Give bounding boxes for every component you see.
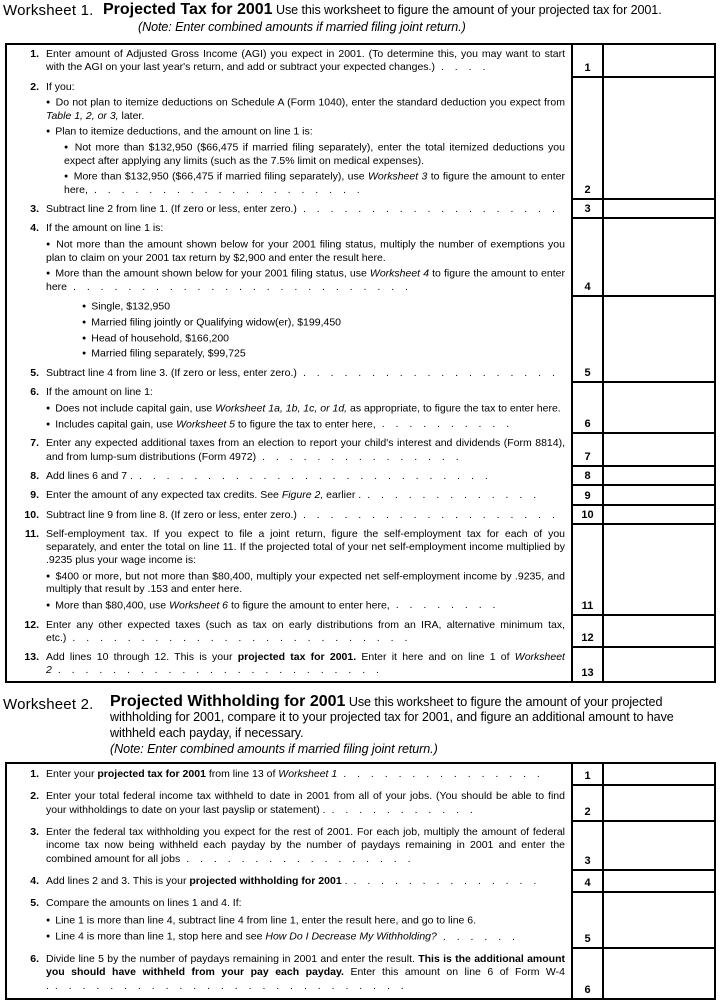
- line-item-number: 1.: [30, 48, 39, 61]
- dot-leader: . . . . . . . . . . .: [331, 803, 474, 816]
- text-segment: Line 1 is more than line 4, subtract line 4 from line 1, enter the result here, and go to line 6.: [55, 914, 477, 927]
- worksheet-paragraph: [15, 203, 565, 216]
- text-segment: Not more than $132,950 ($66,475 if married filing separately), enter the total itemized deductions you expect after applying any limits (such as the 7.5% limit on medical expenses).: [64, 141, 565, 167]
- text-segment: earlier .: [323, 489, 362, 502]
- worksheet2-line-3-entry-box[interactable]: [602, 822, 714, 871]
- dot-leader: . . . . . . . . . . . . . . . . . . .: [302, 508, 556, 521]
- worksheet2-line-2-entry-box[interactable]: [602, 786, 714, 822]
- text-segment: Enter the amount of any expected tax credits. See: [46, 489, 282, 502]
- text-segment: Worksheet 3: [367, 170, 428, 183]
- worksheet2-line-5-entry-box[interactable]: [602, 893, 714, 949]
- worksheet-paragraph: [15, 619, 565, 646]
- worksheet2-line-1-entry-box[interactable]: [602, 764, 714, 786]
- bullet-icon: ●: [82, 318, 87, 326]
- worksheet-paragraph: [15, 826, 565, 866]
- line-number: 1: [584, 770, 591, 783]
- worksheet1-intro: Use this worksheet to figure the amount of your projected tax for 2001.: [275, 3, 662, 17]
- worksheet-paragraph: [15, 914, 565, 928]
- line-number-cell: [571, 364, 602, 383]
- text-segment: Enter this amount on line 6 of Form W-4 .: [46, 966, 565, 992]
- worksheet1-line-9-entry-box[interactable]: [602, 486, 714, 505]
- worksheet1-label: Worksheet 1.: [3, 2, 94, 19]
- worksheet-paragraph: [15, 953, 565, 993]
- line-number-cell: [571, 467, 602, 486]
- bullet-icon: ●: [46, 240, 52, 248]
- worksheet1-line-12-entry-box[interactable]: [602, 616, 714, 649]
- line-number: 2: [584, 806, 591, 819]
- text-segment: Married filing jointly or Qualifying widow(er), $199,450: [91, 316, 342, 329]
- worksheet-line-text: [7, 506, 571, 525]
- line-number-cell: [571, 45, 602, 78]
- text-segment: from line 13 of: [205, 768, 279, 781]
- text-segment: More than $80,400, use: [55, 599, 170, 612]
- line-number-cell: [571, 297, 602, 364]
- dot-leader: . . . . . . . . . . . . . . . . . . . . . . . . . .: [138, 469, 489, 482]
- text-segment: Do not plan to itemize deductions on Schedule A (Form 1040), enter the standard deduction you expect from: [55, 96, 565, 109]
- text-segment: Plan to itemize deductions, and the amount on line 1 is:: [55, 125, 313, 138]
- line-item-number: 7.: [30, 437, 39, 450]
- worksheet2-header: [3, 694, 721, 757]
- line-item-number: 6.: [30, 386, 39, 399]
- bullet-icon: ●: [64, 173, 69, 181]
- worksheet-paragraph: [15, 437, 565, 464]
- text-segment: Subtract line 4 from line 3. (If zero or less, enter zero.): [46, 367, 297, 380]
- dot-leader: . . . . . . . . . . . . . . . . . . . .: [93, 183, 361, 196]
- line-number: 1: [584, 61, 591, 74]
- worksheet-line-text: [7, 78, 571, 200]
- line-number: 9: [584, 489, 591, 502]
- line-number: 4: [584, 280, 591, 293]
- line-item-number: 9.: [30, 489, 39, 502]
- line-number-cell: [571, 871, 602, 893]
- text-segment: Add lines 10 through 12. This is your: [46, 651, 238, 664]
- worksheet1-line-6-entry-box[interactable]: [602, 383, 714, 434]
- line-item-number: 1.: [30, 768, 39, 781]
- worksheet-paragraph: [15, 267, 565, 294]
- line-item-number: 5.: [30, 897, 39, 910]
- text-segment: Enter it here and on line 1 of: [356, 651, 515, 664]
- worksheet-paragraph: [15, 347, 565, 361]
- text-segment: Worksheet 6: [169, 599, 229, 612]
- worksheet-paragraph: [15, 528, 565, 568]
- line-number: 2: [584, 184, 591, 197]
- line-number: 11: [581, 599, 594, 612]
- bullet-icon: ●: [82, 334, 87, 342]
- text-segment: Figure 2,: [281, 489, 324, 502]
- bullet-icon: ●: [82, 350, 87, 358]
- line-number-cell: [571, 486, 602, 505]
- text-segment: later.: [118, 109, 145, 122]
- line-number: 13: [581, 666, 594, 679]
- line-item-number: 3.: [30, 826, 39, 839]
- worksheet-paragraph: [15, 402, 565, 416]
- dot-leader: . . . . . . . . . . . . . . . . . . . . . . . . . .: [54, 979, 405, 992]
- line-number-cell: [571, 525, 602, 616]
- worksheet-paragraph: [15, 768, 565, 781]
- line-number: 7: [584, 450, 591, 463]
- line-number-cell: [571, 822, 602, 871]
- line-number-cell: [571, 219, 602, 296]
- worksheet-paragraph: [15, 170, 565, 197]
- worksheet-line-text: [7, 486, 571, 505]
- worksheet-paragraph: [15, 570, 565, 597]
- text-segment: Worksheet 2: [46, 651, 565, 677]
- line-number-cell: [571, 383, 602, 434]
- text-segment: .: [341, 874, 348, 887]
- text-segment: Add lines 2 and 3. This is your: [46, 874, 190, 887]
- text-segment: $400 or more, but not more than $80,400, multiply your expected net self-employment income by .9235, and multiply that result by .153 and enter here.: [46, 570, 565, 596]
- line-number-cell: [571, 786, 602, 822]
- text-segment: Worksheet 1: [278, 768, 338, 781]
- entry-box-spacer: [602, 297, 714, 364]
- worksheet2-line-4-entry-box[interactable]: [602, 871, 714, 893]
- worksheet-paragraph: [15, 300, 565, 314]
- text-segment: to figure the amount to enter here,: [228, 599, 390, 612]
- line-number: 12: [581, 632, 594, 645]
- worksheet-line-text: [7, 383, 571, 434]
- worksheet-paragraph: [15, 875, 565, 888]
- worksheet-line-text: [7, 200, 571, 219]
- dot-leader: . . . . . . . . . . . . . . . . . . . . . . . .: [57, 664, 380, 677]
- worksheet-line-text: [7, 616, 571, 649]
- worksheet-paragraph: [15, 418, 565, 432]
- dot-leader: . . . . . . . . . .: [381, 418, 510, 431]
- text-segment: Includes capital gain, use: [55, 418, 177, 431]
- worksheet-line-text: [7, 219, 571, 296]
- text-segment: Subtract line 2 from line 1. (If zero or less, enter zero.): [46, 203, 297, 216]
- line-number: 10: [581, 508, 594, 521]
- worksheet1-table: [5, 43, 716, 683]
- worksheet1-line-3-entry-box[interactable]: [602, 200, 714, 219]
- text-segment: More than $132,950 ($66,475 if married filing separately), use: [73, 170, 368, 183]
- dot-leader: . . . . . . . . . . . . . . . . . . .: [302, 203, 556, 216]
- worksheet-line-text-continued: [7, 297, 571, 364]
- dot-leader: . . . . . . . . . . . . . . . . . . . . . . . . .: [73, 280, 409, 293]
- worksheet-paragraph: [15, 316, 565, 330]
- text-segment: projected tax for 2001.: [237, 651, 357, 664]
- worksheet-paragraph: [15, 367, 565, 380]
- worksheet1-line-7-entry-box[interactable]: [602, 434, 714, 467]
- text-segment: This is the additional amount you should have withheld from your pay each payday.: [46, 953, 565, 979]
- line-item-number: 4.: [30, 874, 39, 887]
- line-item-number: 4.: [30, 222, 39, 235]
- text-segment: Enter amount of Adjusted Gross Income (AGI) you expect in 2001. (To determine this, you may want to start with the AGI on your last year's return, and add or subtract your expected changes.): [46, 48, 565, 74]
- bullet-icon: ●: [64, 143, 70, 151]
- dot-leader: . . . . . . . . . . . . . . . . . . . . . . . . .: [72, 631, 408, 644]
- worksheet1-note: (Note: Enter combined amounts if married filing joint return.): [138, 19, 466, 34]
- worksheet1-line-4-entry-box[interactable]: [602, 219, 714, 296]
- line-number: 5: [584, 367, 591, 380]
- worksheet-line-text: [7, 871, 571, 893]
- worksheet-paragraph: [15, 81, 565, 94]
- worksheet-paragraph: [15, 125, 565, 139]
- line-number-cell: [571, 893, 602, 949]
- worksheet1-line-10-entry-box[interactable]: [602, 506, 714, 525]
- bullet-icon: ●: [46, 269, 51, 277]
- worksheet-paragraph: [15, 141, 565, 168]
- worksheet2-title: Projected Withholding for 2001: [110, 692, 346, 710]
- worksheet1-line-11-entry-box[interactable]: [602, 525, 714, 616]
- worksheet2-label: Worksheet 2.: [3, 695, 94, 713]
- text-segment: How Do I Decrease My Withholding?: [265, 930, 437, 943]
- worksheet-paragraph: [15, 651, 565, 678]
- bullet-icon: ●: [46, 572, 51, 580]
- dot-leader: . . . . . . . . . . . . . . . . .: [186, 852, 412, 865]
- line-number-cell: [571, 434, 602, 467]
- line-number-cell: [571, 78, 602, 200]
- dot-leader: . . . . . . . . . . . . . .: [353, 874, 537, 887]
- worksheet1-line-8-entry-box[interactable]: [602, 467, 714, 486]
- line-item-number: 2.: [30, 790, 39, 803]
- text-segment: Add lines 6 and 7 .: [46, 469, 133, 482]
- worksheet1-line-5-entry-box[interactable]: [602, 364, 714, 383]
- bullet-icon: ●: [46, 99, 51, 107]
- line-number: 5: [584, 933, 591, 946]
- line-number-cell: [571, 764, 602, 786]
- line-number: 4: [584, 877, 591, 890]
- bullet-icon: ●: [46, 420, 51, 428]
- worksheet-line-text: [7, 949, 571, 998]
- line-item-number: 2.: [30, 80, 39, 93]
- text-segment: Enter your: [46, 768, 98, 781]
- bullet-icon: ●: [46, 128, 51, 136]
- text-segment: Divide line 5 by the number of paydays remaining in 2001 and enter the result.: [46, 953, 419, 966]
- text-segment: More than the amount shown below for your 2001 filing status, use: [55, 267, 370, 280]
- worksheet-paragraph: [15, 509, 565, 522]
- worksheet-line-text: [7, 434, 571, 467]
- text-segment: Worksheet 5: [176, 418, 236, 431]
- bullet-icon: ●: [46, 916, 51, 924]
- dot-leader: . . . . . .: [442, 930, 516, 943]
- text-segment: to figure the amount to enter here,: [64, 170, 565, 196]
- text-segment: Self-employment tax. If you expect to file a joint return, figure the self-employment tax for each of you separately, and enter the total on line 11. If the projected total of your net self-employment income multiplied by .9235 plus your wage income is:: [46, 527, 565, 567]
- dot-leader: . . . . . . . . . . . . . . . . . . .: [302, 367, 556, 380]
- text-segment: Enter your total federal income tax withheld to date in 2001 from all of your jobs. (You should be able to find your withholdings to date on your last payslip or statement) .: [46, 790, 565, 816]
- text-segment: Subtract line 9 from line 8. (If zero or less, enter zero.): [46, 508, 297, 521]
- worksheet-line-text: [7, 648, 571, 681]
- worksheet1-line-13-entry-box[interactable]: [602, 648, 714, 681]
- worksheet2-intro: Use this worksheet to figure the amount of your projected withholding for 2001, compare it to your projected tax for 2001, and figure an additional amount to have withheld each payday, if necessary.: [110, 694, 674, 740]
- worksheet-line-text: [7, 893, 571, 949]
- worksheet2-note: (Note: Enter combined amounts if married filing joint return.): [110, 741, 438, 756]
- line-number-cell: [571, 648, 602, 681]
- worksheet-paragraph: [15, 48, 565, 75]
- worksheet-line-text: [7, 45, 571, 78]
- text-segment: Single, $132,950: [91, 300, 171, 313]
- text-segment: Married filing separately, $99,725: [91, 347, 246, 360]
- text-segment: as appropriate, to figure the tax to enter here.: [347, 402, 561, 415]
- text-segment: Compare the amounts on lines 1 and 4. If:: [46, 897, 242, 910]
- bullet-icon: ●: [46, 601, 51, 609]
- worksheet-paragraph: [15, 489, 565, 502]
- line-number: 6: [584, 418, 591, 431]
- text-segment: Worksheet 4: [369, 267, 430, 280]
- line-item-number: 6.: [30, 953, 39, 966]
- text-segment: projected tax for 2001: [97, 768, 206, 781]
- line-number-cell: [571, 949, 602, 998]
- bullet-icon: ●: [46, 404, 51, 412]
- dot-leader: . . . .: [440, 61, 486, 74]
- line-item-number: 8.: [30, 469, 39, 482]
- text-segment: Head of household, $166,200: [91, 332, 230, 345]
- worksheet2-line-6-entry-box[interactable]: [602, 949, 714, 998]
- worksheet-paragraph: [15, 332, 565, 346]
- bullet-icon: ●: [82, 302, 87, 310]
- worksheet-line-text: [7, 467, 571, 486]
- worksheet-paragraph: [15, 930, 565, 944]
- dot-leader: . . . . . . . .: [395, 599, 496, 612]
- worksheet-paragraph: [15, 222, 565, 235]
- worksheet-line-text: [7, 786, 571, 822]
- line-number: 6: [584, 984, 591, 996]
- text-segment: to figure the tax to enter here,: [235, 418, 376, 431]
- worksheet-line-text: [7, 525, 571, 616]
- worksheet-paragraph: [15, 599, 565, 613]
- text-segment: to figure the amount to enter here: [46, 267, 565, 293]
- text-segment: Line 4 is more than line 1, stop here and see: [55, 930, 266, 943]
- worksheet-paragraph: [15, 897, 565, 910]
- line-item-number: 5.: [30, 367, 39, 380]
- dot-leader: . . . . . . . . . . . . .: [367, 489, 537, 502]
- text-segment: If you:: [46, 80, 75, 93]
- worksheet1-line-1-entry-box[interactable]: [602, 45, 714, 78]
- worksheet-paragraph: [15, 238, 565, 265]
- worksheet-line-text: [7, 822, 571, 871]
- text-segment: If the amount on line 1 is:: [46, 222, 164, 235]
- worksheet-paragraph: [15, 790, 565, 817]
- text-segment: Worksheet 1a, 1b, 1c, or 1d,: [215, 402, 348, 415]
- line-number: 8: [584, 470, 591, 483]
- text-segment: Not more than the amount shown below for your 2001 filing status, multiply the number of exemptions you plan to claim on your 2001 tax return by $2,900 and enter the result here.: [46, 238, 565, 264]
- line-number-cell: [571, 200, 602, 219]
- line-item-number: 13.: [24, 651, 39, 664]
- worksheet1-line-2-entry-box[interactable]: [602, 78, 714, 200]
- line-number: 3: [584, 203, 591, 216]
- line-number: 3: [584, 854, 591, 867]
- text-segment: Enter any other expected taxes (such as tax on early distributions from an IRA, alternative minimum tax, etc.): [46, 618, 565, 644]
- dot-leader: . . . . . . . . . . . . . . .: [262, 450, 460, 463]
- worksheet2-table: [5, 762, 716, 1000]
- worksheet-paragraph: [15, 470, 565, 483]
- dot-leader: . . . . . . . . . . . . . . .: [343, 768, 541, 781]
- line-item-number: 12.: [24, 618, 39, 631]
- line-item-number: 10.: [24, 508, 39, 521]
- worksheet-paragraph: [15, 386, 565, 399]
- text-segment: Table 1, 2, or 3,: [46, 109, 119, 122]
- line-item-number: 3.: [30, 203, 39, 216]
- bullet-icon: ●: [46, 933, 51, 941]
- worksheet-line-text: [7, 764, 571, 786]
- worksheet-line-text: [7, 364, 571, 383]
- line-item-number: 11.: [24, 527, 39, 540]
- text-segment: Does not include capital gain, use: [55, 402, 216, 415]
- line-number-cell: [571, 506, 602, 525]
- text-segment: Enter the federal tax withholding you expect for the rest of 2001. For each job, multiply the amount of federal income tax now being withheld each payday by the number of paydays remaining in 2001 and enter the combined amount for all jobs: [46, 826, 565, 865]
- text-segment: projected withholding for 2001: [189, 874, 342, 887]
- line-number-cell: [571, 616, 602, 649]
- text-segment: Enter any expected additional taxes from an election to report your child's interest and dividends (Form 8814), and from lump-sum distributions (Form 4972): [46, 437, 565, 463]
- worksheet-paragraph: [15, 96, 565, 123]
- worksheet1-title: Projected Tax for 2001: [103, 1, 273, 18]
- text-segment: If the amount on line 1:: [46, 386, 153, 399]
- worksheet1-header: [3, 0, 721, 35]
